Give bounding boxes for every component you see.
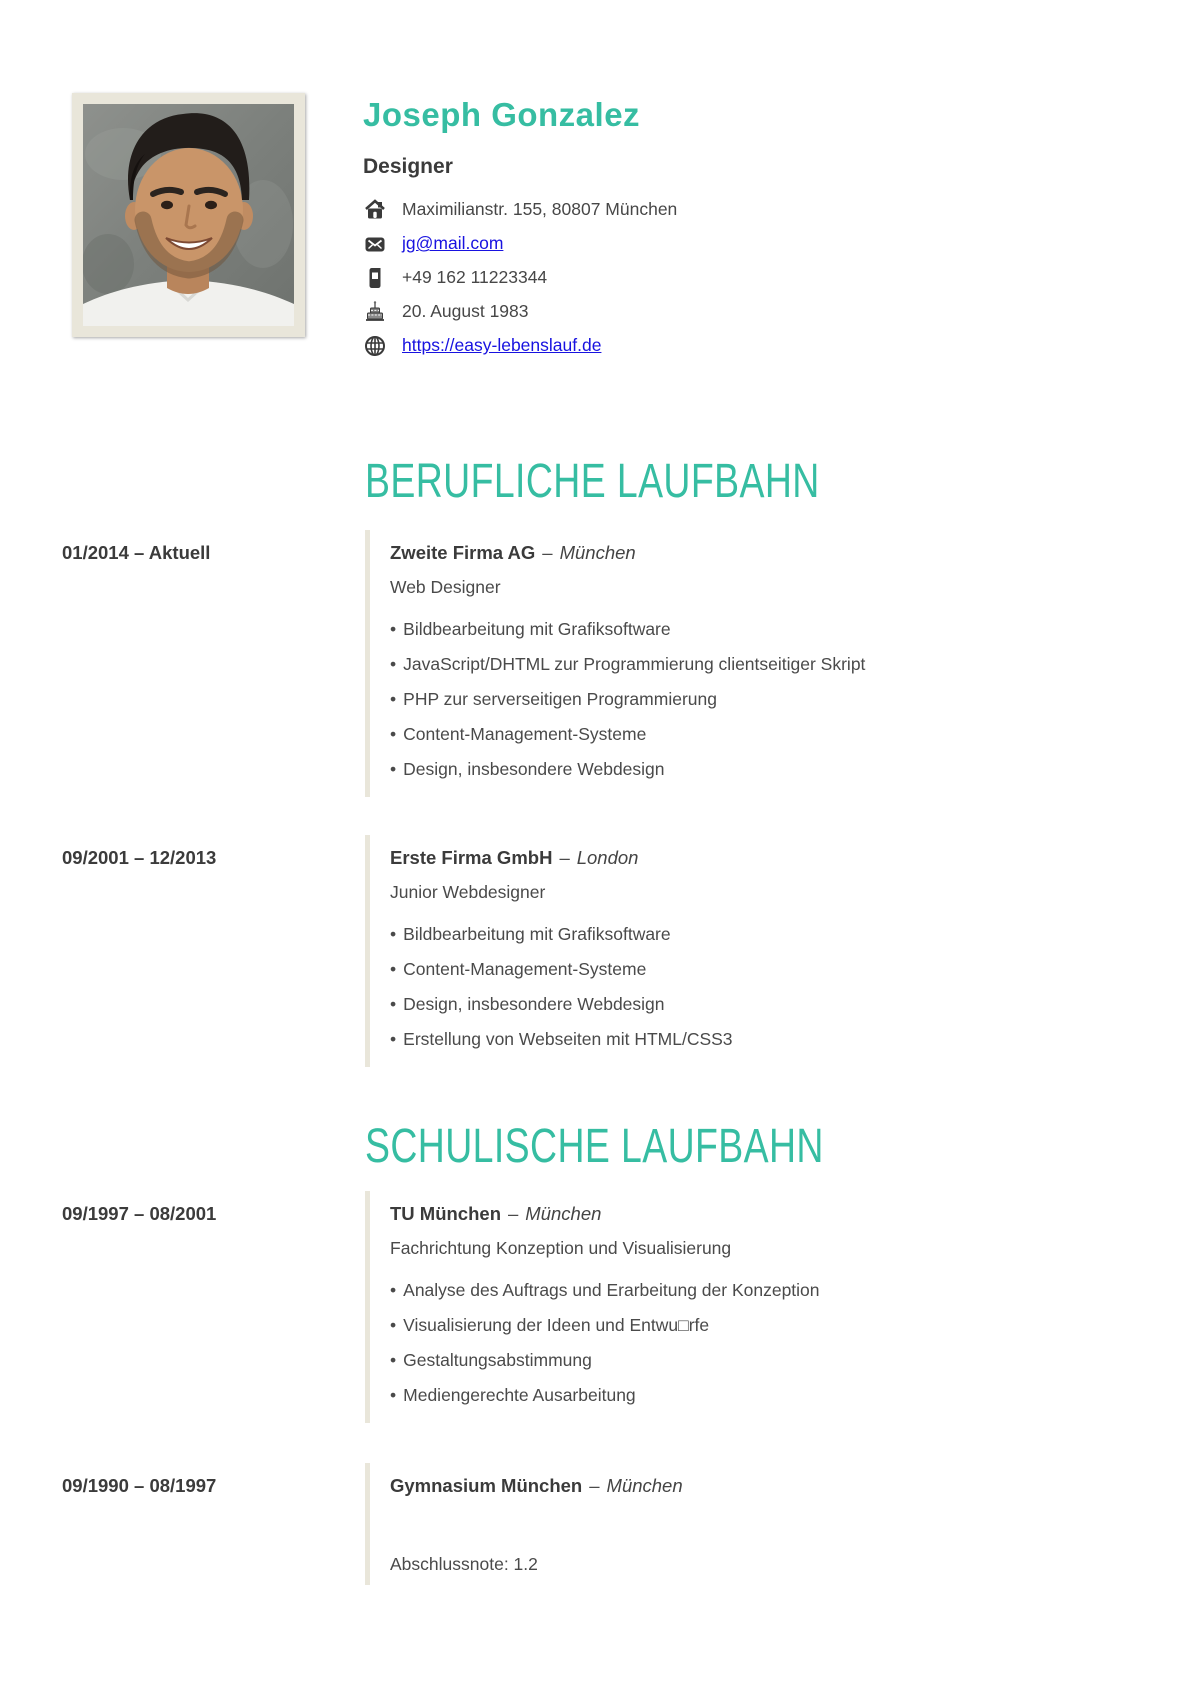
mail-icon [363,232,387,256]
entry-body [365,1463,1128,1585]
contact-row-birthday [363,295,677,329]
home-icon [363,198,387,222]
phone-text: +49 162 11223344 [402,267,548,288]
bullet-item: • Content-Management-Systeme [390,959,647,979]
bullet-item: • Design, insbesondere Webdesign [390,759,665,779]
contact-row-address [363,193,677,227]
entry-location: München [525,1203,602,1224]
entry-role: Junior Webdesigner [390,882,546,902]
timeline-bar [365,1463,370,1585]
experience-entry-zweite-firma [0,530,1128,797]
education-entry-gymnasium [0,1463,1128,1585]
birthday-text: 20. August 1983 [402,301,529,322]
entry-separator: – [589,1475,600,1496]
header-info [363,93,677,363]
entry-location: London [576,847,639,868]
entry-body [365,835,1128,1067]
entry-location: München [606,1475,683,1496]
entry-bullet-list [390,917,1118,1057]
entry-date: 09/2001 – 12/2013 [62,847,217,868]
email-link[interactable]: jg@mail.com [402,233,504,254]
birthday-cake-icon [363,300,387,324]
globe-icon [363,334,387,358]
contact-row-phone [363,261,677,295]
entry-org: TU München [390,1203,501,1224]
entry-org: Gymnasium München [390,1475,583,1496]
person-role: Designer [363,154,453,178]
address-text: Maximilianstr. 155, 80807 München [402,199,678,220]
bullet-item: • Mediengerechte Ausarbeitung [390,1385,636,1405]
timeline-bar [365,835,370,1067]
timeline-bar [365,530,370,797]
person-name: Joseph Gonzalez [363,96,641,133]
portrait-photo-illustration [83,104,294,326]
entry-date: 09/1990 – 08/1997 [62,1475,217,1496]
education-entry-tu-muenchen [0,1191,1128,1423]
bullet-item: • Bildbearbeitung mit Grafiksoftware [390,619,671,639]
timeline-bar [365,1191,370,1423]
entry-title [390,542,1118,564]
section-title-berufliche-laufbahn: BERUFLICHE LAUFBAHN [365,455,820,508]
entry-org: Zweite Firma AG [390,542,536,563]
entry-separator: – [559,847,570,868]
bullet-item: • Content-Management-Systeme [390,724,647,744]
contact-row-email [363,227,677,261]
entry-date: 01/2014 – Aktuell [62,542,211,563]
entry-separator: – [542,542,553,563]
bullet-item: • JavaScript/DHTML zur Programmierung clientseitiger Skript [390,654,866,674]
bullet-item: • Design, insbesondere Webdesign [390,994,665,1014]
header [72,93,677,363]
entry-title [390,847,1118,869]
bullet-item: • Bildbearbeitung mit Grafiksoftware [390,924,671,944]
entry-org: Erste Firma GmbH [390,847,553,868]
entry-body [365,1191,1128,1423]
bullet-item: • PHP zur serverseitigen Programmierung [390,689,717,709]
bullet-item: • Visualisierung der Ideen und Entwu□rfe [390,1315,710,1335]
entry-date: 09/1997 – 08/2001 [62,1203,217,1224]
entry-bullet-list [390,612,1118,787]
website-link[interactable]: https://easy-lebenslauf.de [402,335,602,356]
section-title-schulische-laufbahn: SCHULISCHE LAUFBAHN [365,1120,824,1173]
entry-bullet-list [390,1273,1118,1413]
entry-body [365,530,1128,797]
contact-list [363,193,677,363]
entry-separator: – [508,1203,519,1224]
entry-role: Fachrichtung Konzeption und Visualisierung [390,1238,732,1258]
contact-row-website [363,329,677,363]
entry-final-grade: Abschlussnote: 1.2 [390,1554,538,1574]
bullet-item: • Erstellung von Webseiten mit HTML/CSS3 [390,1029,733,1049]
experience-entry-erste-firma [0,835,1128,1067]
bullet-item: • Analyse des Auftrags und Erarbeitung der Konzeption [390,1280,820,1300]
entry-title [390,1203,1118,1225]
bullet-item: • Gestaltungsabstimmung [390,1350,592,1370]
mobile-phone-icon [363,266,387,290]
entry-location: München [559,542,636,563]
entry-title [390,1475,1118,1497]
profile-photo [72,93,305,337]
entry-role: Web Designer [390,577,501,597]
